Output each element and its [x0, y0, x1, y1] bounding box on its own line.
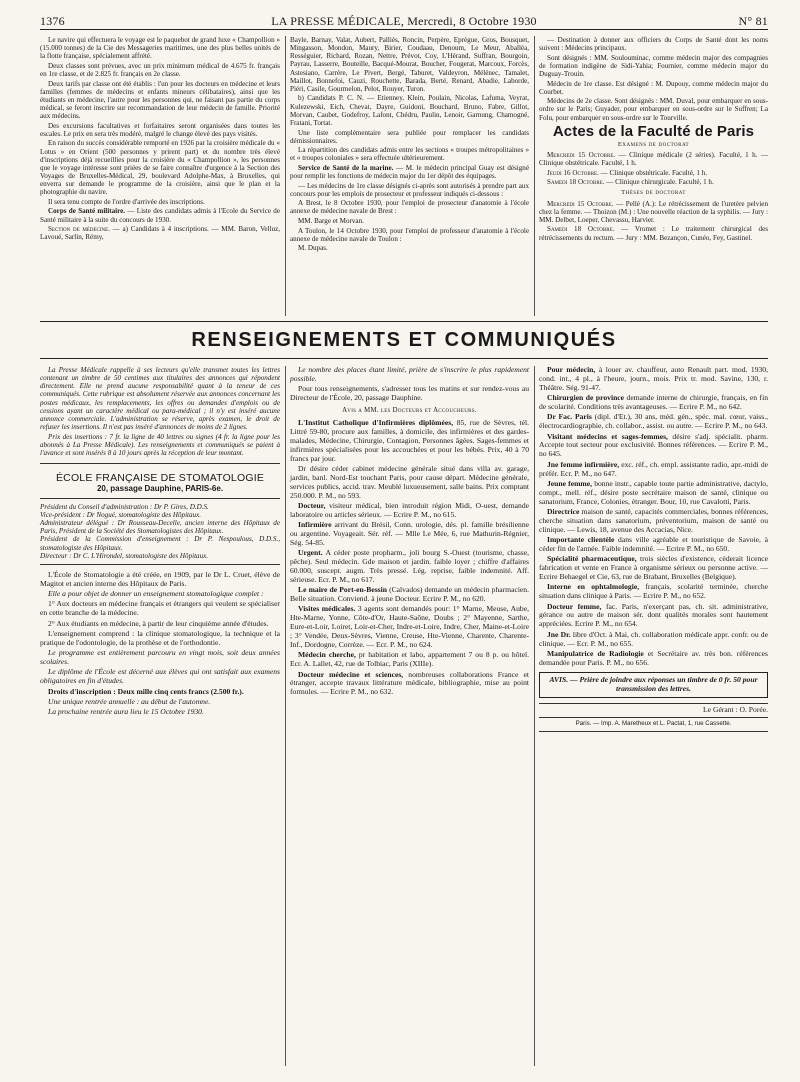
body-text: Deux classes sont prévues, avec un prix minimum médical de 4.675 fr. français en 1re classe, et de 2.825 fr. français en 2e classe. — [40, 61, 280, 79]
body-text: A Toulon, le 14 Octobre 1930, pour l'emploi de professeur d'anatomie à l'école annexe de médecine navale de Toulon : — [290, 226, 529, 243]
ecole-para: 2° Aux étudiants en médecine, à partir de leur cinquième année d'études. — [48, 618, 269, 628]
body-text: 85, rue de Sèvres, tél. Littré 59-80, procure aux familles, à domicile, des infirmières et des gardes-malades, Médecine, Chirurgie, Contagion, Personnes âgées. Sages-femmes et infirmières spécialisées pour les accouchées et pour les bébés. Prix, 40 à 70 francs par jour. — [290, 417, 529, 463]
paragraph — [290, 502, 529, 520]
paragraph — [539, 413, 768, 431]
body-text: maison de santé, capacités commerciales, bonnes références, cherche situation dans sanatorium, préventorium, maison de santé ou clinique. — Lewis, 18, avenue des Accacias, Nice. — [539, 506, 768, 534]
staff-line: Président du Conseil d'administration : Dr P. Gires, D.D.S. — [40, 502, 209, 511]
lead-in: Directrice — [547, 506, 580, 516]
ecole-para: Le programme est entièrement parcouru en vingt mois, soit deux années scolaires. — [40, 648, 280, 667]
body-text: Deux tarifs par classe ont été établis : l'un pour les docteurs en médecine et leurs familles (femmes de médecins et enfants mineurs célibataires), ainsi que les étudiants en médecine, l'autre pour les personnes qui, ne faisant pas partie du corps médical, se feront inscrire sur recommandation de leur médecin de famille. Priorité aux médecins. — [40, 79, 280, 121]
lead-in: Dr Fac. Paris — [547, 412, 592, 422]
body-text: désire s'adj. spécialit. pharm. Accepte tout secteur pour exclusivité. Bonnes références. — Ecrire P. M., no 645. — [539, 431, 768, 459]
body-text: Il sera tenu compte de l'ordre d'arrivée des inscriptions. — [48, 197, 205, 206]
paragraph — [290, 605, 529, 650]
paragraph — [539, 97, 768, 121]
paragraph — [539, 536, 768, 554]
body-text: Médecins de 2e classe. Sont désignés : MM. Duval, pour embarquer en sous-ordre sur le Paris; Guyader, pour embarquer en sous-ordre sur le Suffren; La Folu, pour embarquer en sous-ordre sur le Tourville. — [539, 97, 768, 122]
ecole-para: Droits d'inscription : Deux mille cinq cents francs (2.500 fr.). — [48, 686, 244, 696]
paragraph — [290, 671, 529, 698]
body-text: — Clinique médicale (2 séries). Faculté, 1 h. — Clinique obstétricale. Faculté, 1 h. — [539, 151, 768, 168]
theses-heading: Thèses de doctorat — [621, 189, 686, 197]
publication-title: LA PRESSE MÉDICALE, Mercredi, 8 Octobre 1930 — [271, 14, 537, 28]
body-text: Pour tous renseignements, s'adresser tous les matins et sur rendez-vous au Directeur de l'École, 20, passage Dauphine. — [290, 384, 529, 403]
body-text: Médecin de 1re classe. Est désigné : M. Dupouy, comme médecin major du Courbet. — [539, 79, 768, 96]
paragraph — [539, 583, 768, 601]
paragraph — [539, 169, 768, 177]
body-text: visiteur médical, bien introduit région Midi, O-uest, demande laboratoire ou articles sérieux. — Ecrire P. M., no 615. — [290, 500, 529, 519]
paragraph — [290, 366, 529, 384]
lead-in: Spécialité pharmaceutique, — [547, 554, 637, 564]
printer-line: Paris. — Imp. A. Maretheux et L. Pactat, 1, rue Cassette. — [539, 717, 768, 732]
body-text: dans ville agréable et touristique de Savoie, à céder fin de l'année. Faible indemnité. — Ecrire P. M., no 650. — [539, 535, 768, 553]
body-text: Le nombre des places étant limité, prière de s'inscrire le plus rapidement possible. — [290, 365, 529, 383]
body-text: français, scolarité terminée, cherche situation dans clinique à Paris. — Ecrire P. M., no 652. — [539, 582, 768, 601]
body-text: et Secrétaire av. très bon. références demandée pour Paris. P. M., no 656. — [539, 648, 768, 667]
paragraph — [539, 508, 768, 535]
body-text: — Pellé (A.): Le rétrécissement de l'uretère pelvien chez la femme. — Thoizon (M.) : Une nouvelle réaction de la syphilis. — Jury : MM. Delbet, Loeper, Chevassu, Harvier. — [539, 199, 768, 224]
lead-in: Visitant médecins et sages-femmes, — [547, 431, 668, 441]
ecole-address: 20, passage Dauphine, PARIS-6e. — [96, 483, 224, 493]
top-column-1 — [40, 36, 280, 243]
issue-number: N° 81 — [738, 14, 768, 28]
top-column-3 — [539, 36, 768, 243]
lead-in: Jne Dr. — [547, 629, 571, 639]
paragraph — [290, 385, 529, 403]
paragraph — [539, 461, 768, 479]
body-text: — Liste des candidats admis à l'Ecole du Service de Santé militaire à la suite du concours de 1930. — [40, 207, 281, 224]
ecole-para: 1° Aux docteurs en médecine français et étrangers qui veulent se spécialiser en cette branche de la médecine. — [40, 599, 280, 618]
body-text: Dr désire céder cabinet médecine générale situé dans villa av. garage, jardin, banl. Nord-Est touchant Paris, pour cause départ. Médecine générale, services publics, accid. trav. Meublé luxueusement, salle bains. Prix comptant 250.000. P. M., no 593. — [290, 463, 529, 500]
body-text: pr habitation et labo, appartement 7 ou 8 p. ou hôtel. Ecr. A. Lallet, 42, rue de Tolbiac, Paris (XIIIe). — [290, 650, 529, 669]
body-text: — Destination à donner aux officiers du Corps de Santé dont les noms suivent : Médecins principaux. — [539, 36, 768, 53]
ecole-title: ÉCOLE FRANÇAISE DE STOMATOLOGIE — [55, 471, 265, 484]
date-lead: Samedi 18 Octobre. — [547, 178, 605, 187]
paragraph — [539, 178, 768, 186]
ecole-continued — [290, 366, 529, 403]
paragraph — [539, 603, 768, 630]
paragraph — [539, 151, 768, 167]
ecole-body — [40, 571, 280, 717]
lead-in: Chirurgien de province — [547, 393, 625, 403]
lead-in: Docteur médecine et sciences, — [298, 669, 404, 679]
body-text: Le navire qui effectuera le voyage est le paquebot de grand luxe « Champollion » (15.000 tonnes) de la Cie des Messageries maritimes, une des plus belles unités de la flotte française, spécialement affrété. — [40, 36, 280, 61]
page-header — [40, 14, 768, 30]
exams-heading: Examens de doctorat — [617, 140, 690, 148]
banner-rule-top — [40, 321, 768, 322]
paragraph — [539, 555, 768, 582]
paragraph — [539, 36, 768, 52]
lead-in: Docteur, — [298, 500, 326, 510]
paragraph — [290, 217, 529, 225]
body-text: nombreuses collaborations France et étranger, accepte travaux littérature médicale, bibliographie, mise au point formules. — Ecrire P. M., no 632. — [290, 669, 530, 697]
paragraph — [290, 521, 529, 548]
lead-in: Manipulatrice de Radiologie — [547, 648, 644, 658]
ecole-staff — [40, 498, 280, 565]
date-lead: Jeudi 16 Octobre. — [547, 168, 599, 177]
paragraph — [290, 227, 529, 243]
body-text: à louer av. chauffeur, auto Renault part. mod. 1930, cond. int., 4 pl., à l'heure, journ., mois. Prix tr. mod. Savine, 130, r. Théâtre. Ség. 91-47. — [539, 365, 768, 392]
body-text: — a) Candidats à 4 inscriptions. — MM. Baron, Velluz, Lavoué, Sarlin, Rémy, — [40, 225, 280, 242]
body-text: Une liste complémentaire sera publiée pour remplacer les candidats démissionnaires. — [290, 128, 529, 145]
gerant-line: Le Gérant : O. Porée. — [539, 703, 768, 715]
body-text: — Clinique obstétricale. Faculté, 1 h. — [598, 168, 708, 177]
ecole-para: Elle a pour objet de donner un enseignement stomatologique complet : — [48, 589, 264, 599]
body-text: A Brest, le 8 Octobre 1930, pour l'emploi de prosecteur d'anatomie à l'école annexe de médecine navale de Brest : — [290, 199, 529, 216]
top-column-2 — [290, 36, 529, 254]
paragraph — [290, 199, 529, 215]
body-text: bonne instr., capable toute partie administrative, dactylo, compt., mell. réf., désire poste secrétaire maison de santé, clinique ou sanatorium, France, Colonies, étranger. Bour, 10, rue Cavalotti, Paris. — [539, 478, 768, 506]
body-text: La répartition des candidats admis entre les sections « troupes métropolitaines » et « troupes coloniales » sera effectuée ultérieurement. — [290, 146, 529, 163]
paragraph — [290, 146, 529, 162]
page-number: 1376 — [40, 14, 65, 28]
paragraph — [290, 182, 529, 198]
column-divider — [534, 366, 535, 1066]
paragraph — [40, 80, 280, 121]
lead-in: Service de Santé de la marine. — [298, 163, 394, 172]
staff-line: Administrateur délégué : Dr Rousseau-Decelle, ancien interne des Hôpitaux de Paris, Président de la Société des Stomatologistes des Hôpitaux. — [40, 519, 280, 536]
body-text: 3 agents sont demandés pour: 1° Marne, Meuse, Aube, Hte-Marne, Yonne, Côte-d'Or, Haute-Saône, Doubs ; 2° Mayenne, Sarthe, Eure-et-Loir, Loiret, Loir-et-Cher, Indre-et-Loire, Indre, Cher, Maine-et-Loire ; 3° Vendée, Deux-Sèvres, Vienne, Creuse, Hte-Vienne, Charente, Charente-Inf., Dordogne, Corrèze. — Ecr. P. M., no 624. — [290, 604, 529, 650]
marine-destinations — [539, 36, 768, 122]
body-text: b) Candidats P. C. N. — Etienney, Klein, Poulain, Nicolas, Lafuma, Veyrat, Kulezewski, Eich, Chevat, Dayre, Guidoni, Bouchard, Bruno, Fabre, Gillot, Morvan, Caubet, Godefroy, Lafont, Chédru, Paulin, Lenoir, Garnung, Chamogné, Fratani, Tortat. — [290, 94, 529, 127]
body-text: Des excursions facultatives et forfaitaires seront organisées dans toutes les escales. Le prix en sera très modéré, malgré le change élevé des pays visités. — [40, 121, 280, 138]
lead-in: Le maire de Port-en-Bessin — [298, 585, 387, 595]
theses-list — [539, 200, 768, 242]
paragraph — [539, 631, 768, 649]
paragraph — [290, 651, 529, 669]
lead-in: Importante clientèle — [547, 535, 615, 545]
rubric-notice — [40, 366, 280, 464]
bottom-column-2 — [290, 366, 529, 699]
body-text: MM. Barge et Morvan. — [298, 217, 364, 226]
lead-in: L'Institut Catholique d'Infirmières diplômées, — [298, 417, 454, 427]
paragraph — [290, 465, 529, 501]
paragraph — [40, 36, 280, 60]
body-text: fac. Paris, n'exerçant pas, ch. sit. administrative, gérance ou autre de maison sér. dont qualités morales sont hautement appréciées. Ecrire P. M., no 654. — [539, 601, 768, 629]
paragraph — [539, 200, 768, 224]
paragraph — [40, 225, 280, 241]
paragraph — [539, 54, 768, 78]
lead-in: Visites médicales. — [298, 604, 356, 614]
classified-ads-col2 — [290, 419, 529, 697]
body-text: A céder poste propharm., joli bourg S.-Ouest (tourisme, chasse, pêche). Seul médecin. Gde maison et jardin. faible loyer ; chiffre d'affaires 60.000, suscept. augm. Très pressé. Lég. reprise, faible indemnité. Aff. sérieuse. Ecr. P. M., no 617. — [290, 548, 529, 584]
faculty-title: Actes de la Faculté de Paris — [552, 122, 755, 140]
body-text: — Clinique chirurgicale. Faculté, 1 h. — [604, 178, 714, 187]
body-text: libre d'Oct. à Mai, ch. collaboration médicale appr. confr. ou de clinique. — Ecr. P. M., no 655. — [539, 629, 768, 648]
paragraph — [290, 419, 529, 464]
column-divider — [285, 36, 286, 316]
body-text: Bayle, Barnay, Valat, Aubert, Palliès, Roncin, Perpère, Eprègue, Gros, Bousquet, Mingasson, Mondon, Maury, Birier, Coudaau, Denoum, Le Meur, Aballéa, Rességuier, Richard, Rozan, Nettre, Prévot, Coy, L'Hérand, Suffran, Bourgoin, Payrau, Lasserre, Bouteille, Bacqué-Mourat, Boucher, Fougerat, Marcoux, Forcès, Astesiano, Carrère, Le Pivert, Bergé, Taburet, Valdeyron, Mélénec, Tamalet, Maillot, Bonnefoi, Cauzi, Rouchette, Barada, Berté, Renard, Abadie, Laborde, Piéri, Casile, Gourmelon, Pelot, Rouyer, Turon. — [290, 36, 529, 93]
paragraph — [539, 225, 768, 241]
lead-in: Infirmière — [298, 520, 332, 530]
lead-in: Interne en ophtalmologie, — [547, 582, 640, 592]
paragraph — [290, 94, 529, 127]
paragraph — [539, 394, 768, 412]
ecole-para: L'enseignement comprend : la clinique stomatologique, la technique et la pratique de l'odontologie, de la prothèse et de l'orthodontie. — [40, 628, 280, 647]
body-text: — Les médecins de 1re classe désignés ci-après sont autorisés à prendre part aux concours pour les emplois de prosecteur et professeur indiqués ci-dessous : — [290, 181, 529, 198]
bottom-column-3 — [539, 366, 768, 732]
ecole-para: Une unique rentrée annuelle : au début de l'automne. — [48, 696, 211, 706]
paragraph — [539, 80, 768, 96]
paragraph — [290, 164, 529, 180]
lead-in: Jne femme infirmière, — [547, 459, 620, 469]
ecole-para: Le diplôme de l'École est décerné aux élèves qui ont satisfait aux examens obligatoires en fin d'études. — [40, 667, 280, 686]
section-banner: RENSEIGNEMENTS ET COMMUNIQUÉS — [191, 329, 617, 351]
paragraph — [40, 198, 280, 206]
paragraph — [290, 549, 529, 585]
paragraph — [290, 129, 529, 145]
body-text: En raison du succès considérable remporté en 1926 par la croisière médicale du « Lotus » en Orient (500 personnes y prirent part) et du nombre très élevé d'inscriptions déjà recueillies pour la croisière du « Champollion », les personnes que le voyage intéresse sont priées de se faire connaître d'urgence à la Section des Voyages de Bruxelles-Médical, 29, boulevard Adolphe-Max, à Bruxelles, qui enverra sur demande le programme de la croisière, ainsi que le plan et la photographie du navire. — [40, 139, 280, 197]
paragraph — [539, 433, 768, 460]
paragraph — [539, 650, 768, 668]
body-text: demande interne de chirurgie, français, en fin de scolarité. Conditions très avantageuses. — Ecrire P. M., no 642. — [539, 393, 768, 412]
lead-in: Pour médecin, — [547, 365, 596, 374]
lead-in: Docteur femme, — [547, 601, 602, 611]
staff-line: Directeur : Dr C. L'Hirondel, stomatologiste des Hôpitaux. — [40, 551, 209, 560]
column-divider — [285, 366, 286, 1066]
paragraph — [40, 122, 280, 138]
lead-in: Jeune femme, — [547, 478, 592, 488]
bottom-column-1 — [40, 366, 280, 718]
body-text: — Vromet : Le traitement chirurgical des rétrécissements du rectum. — Jury : MM. Bezançon, Cunéo, Fey, Gastinel. — [539, 225, 768, 242]
date-lead: Section de médecine. — [48, 225, 110, 234]
lead-in: Médecin cherche, — [298, 650, 356, 660]
date-lead: Samedi 18 Octobre. — [547, 225, 615, 234]
classified-ads-col3 — [539, 366, 768, 668]
body-text: (dipl. d'Et.), 30 ans, méd. gén., spéc. mal. cœur, vaiss., électrocardiographie, ch. collabor., assist. ou autre. — Ecrire P. M., no 643. — [539, 412, 769, 431]
lead-in: Corps de Santé militaire. — [48, 207, 126, 216]
paragraph — [290, 244, 529, 252]
rubric-intro: La Presse Médicale rappelle à ses lecteurs qu'elle transmet toutes les lettres contenant un timbre de 50 centimes aux titulaires des annonces qui répondent directement. Elle ne prend aucune responsabilité quant à la teneur de ces communiqués. Cette rubrique est absolument réservée aux annonces concernant les postes médicaux, les remplacements, les offres ou demandes d'emplois ou de cessions ayant un caractère médical ou para-médical ; il n'y est inséré aucune annonce commerciale. L'administration se réserve, après examen, le droit de refuser les insertions. Il n'est pas inséré d'annonces de moins de 2 lignes. — [40, 366, 280, 432]
staff-line: Président de la Commission d'enseignement : Dr P. Nespoulous, D.D.S., stomatologiste des Hôpitaux. — [40, 535, 280, 552]
body-text: arrivant du Brésil, Conn. urologie, dés. pl. famille brésilienne ou argentine. Voyageait. Sér. réf. — Mlle Le Mée, 6, rue Mathurin-Régnier, Ség. 54-85. — [290, 520, 529, 547]
body-text: trois siècles d'existence, cèderait licence fabrication et vente en France à organisme sérieux ou personne active. — Ecrire Behaegel et Cie, 63, rue de Brabant, Bruxelles (Belgique). — [539, 554, 768, 582]
exams-list — [539, 151, 768, 186]
column-divider — [534, 36, 535, 316]
date-lead: Mercredi 15 Octobre. — [547, 151, 616, 160]
ecole-para: La prochaine rentrée aura lieu le 15 Octobre 1930. — [48, 707, 204, 717]
avis-box: AVIS. — Prière de joindre aux réponses un timbre de 0 fr. 50 pour transmission des lettres. — [539, 672, 768, 698]
paragraph — [539, 366, 768, 393]
ecole-para: L'École de Stomatologie a été créée, en 1909, par le Dr L. Cruet, élève de Magitot et ancien interne des Hôpitaux de Paris. — [40, 569, 280, 588]
avis-doctors-heading: Avis a MM. les Docteurs et Accoucheurs. — [342, 407, 477, 415]
body-text: exc. réf., ch. empl. assistante radio, apr.-midi de préfér. Ecr. P. M., no 647. — [539, 459, 768, 478]
date-lead: Mercredi 15 Octobre. — [547, 199, 614, 208]
body-text: Sont désignés : MM. Soulouminac, comme médecin major des compagnies de formation indigène de Sidi-Yahia; Fournier, comme médecin major du Duguay-Trouin. — [539, 53, 768, 79]
staff-line: Vice-président : Dr Nogué, stomatologiste des Hôpitaux. — [40, 510, 202, 519]
lead-in: Urgent. — [298, 548, 323, 558]
paragraph — [290, 36, 529, 93]
paragraph — [40, 207, 280, 223]
paragraph — [290, 586, 529, 604]
paragraph — [539, 480, 768, 507]
paragraph — [40, 139, 280, 196]
body-text: — M. le médecin principal Guay est désigné pour remplir les fonctions de médecin major du 1er dépôt des équipages. — [290, 163, 529, 181]
body-text: M. Dupas. — [298, 244, 328, 253]
banner-rule-bottom — [40, 358, 768, 359]
paragraph — [40, 62, 280, 78]
body-text: (Calvados) demande un médecin pharmacien. Belle situation. Conviend. à jeune Docteur. Ecrire P. M., no 620. — [290, 585, 529, 604]
rubric-prices: Prix des insertions : 7 fr. la ligne de 40 lettres ou signes (4 fr. la ligne pour les abonnés à La Presse Médicale). Les renseignements et communiqués se paient à l'avance et sont insérés 8 à 10 jours après la réception de leur montant. — [40, 432, 280, 457]
